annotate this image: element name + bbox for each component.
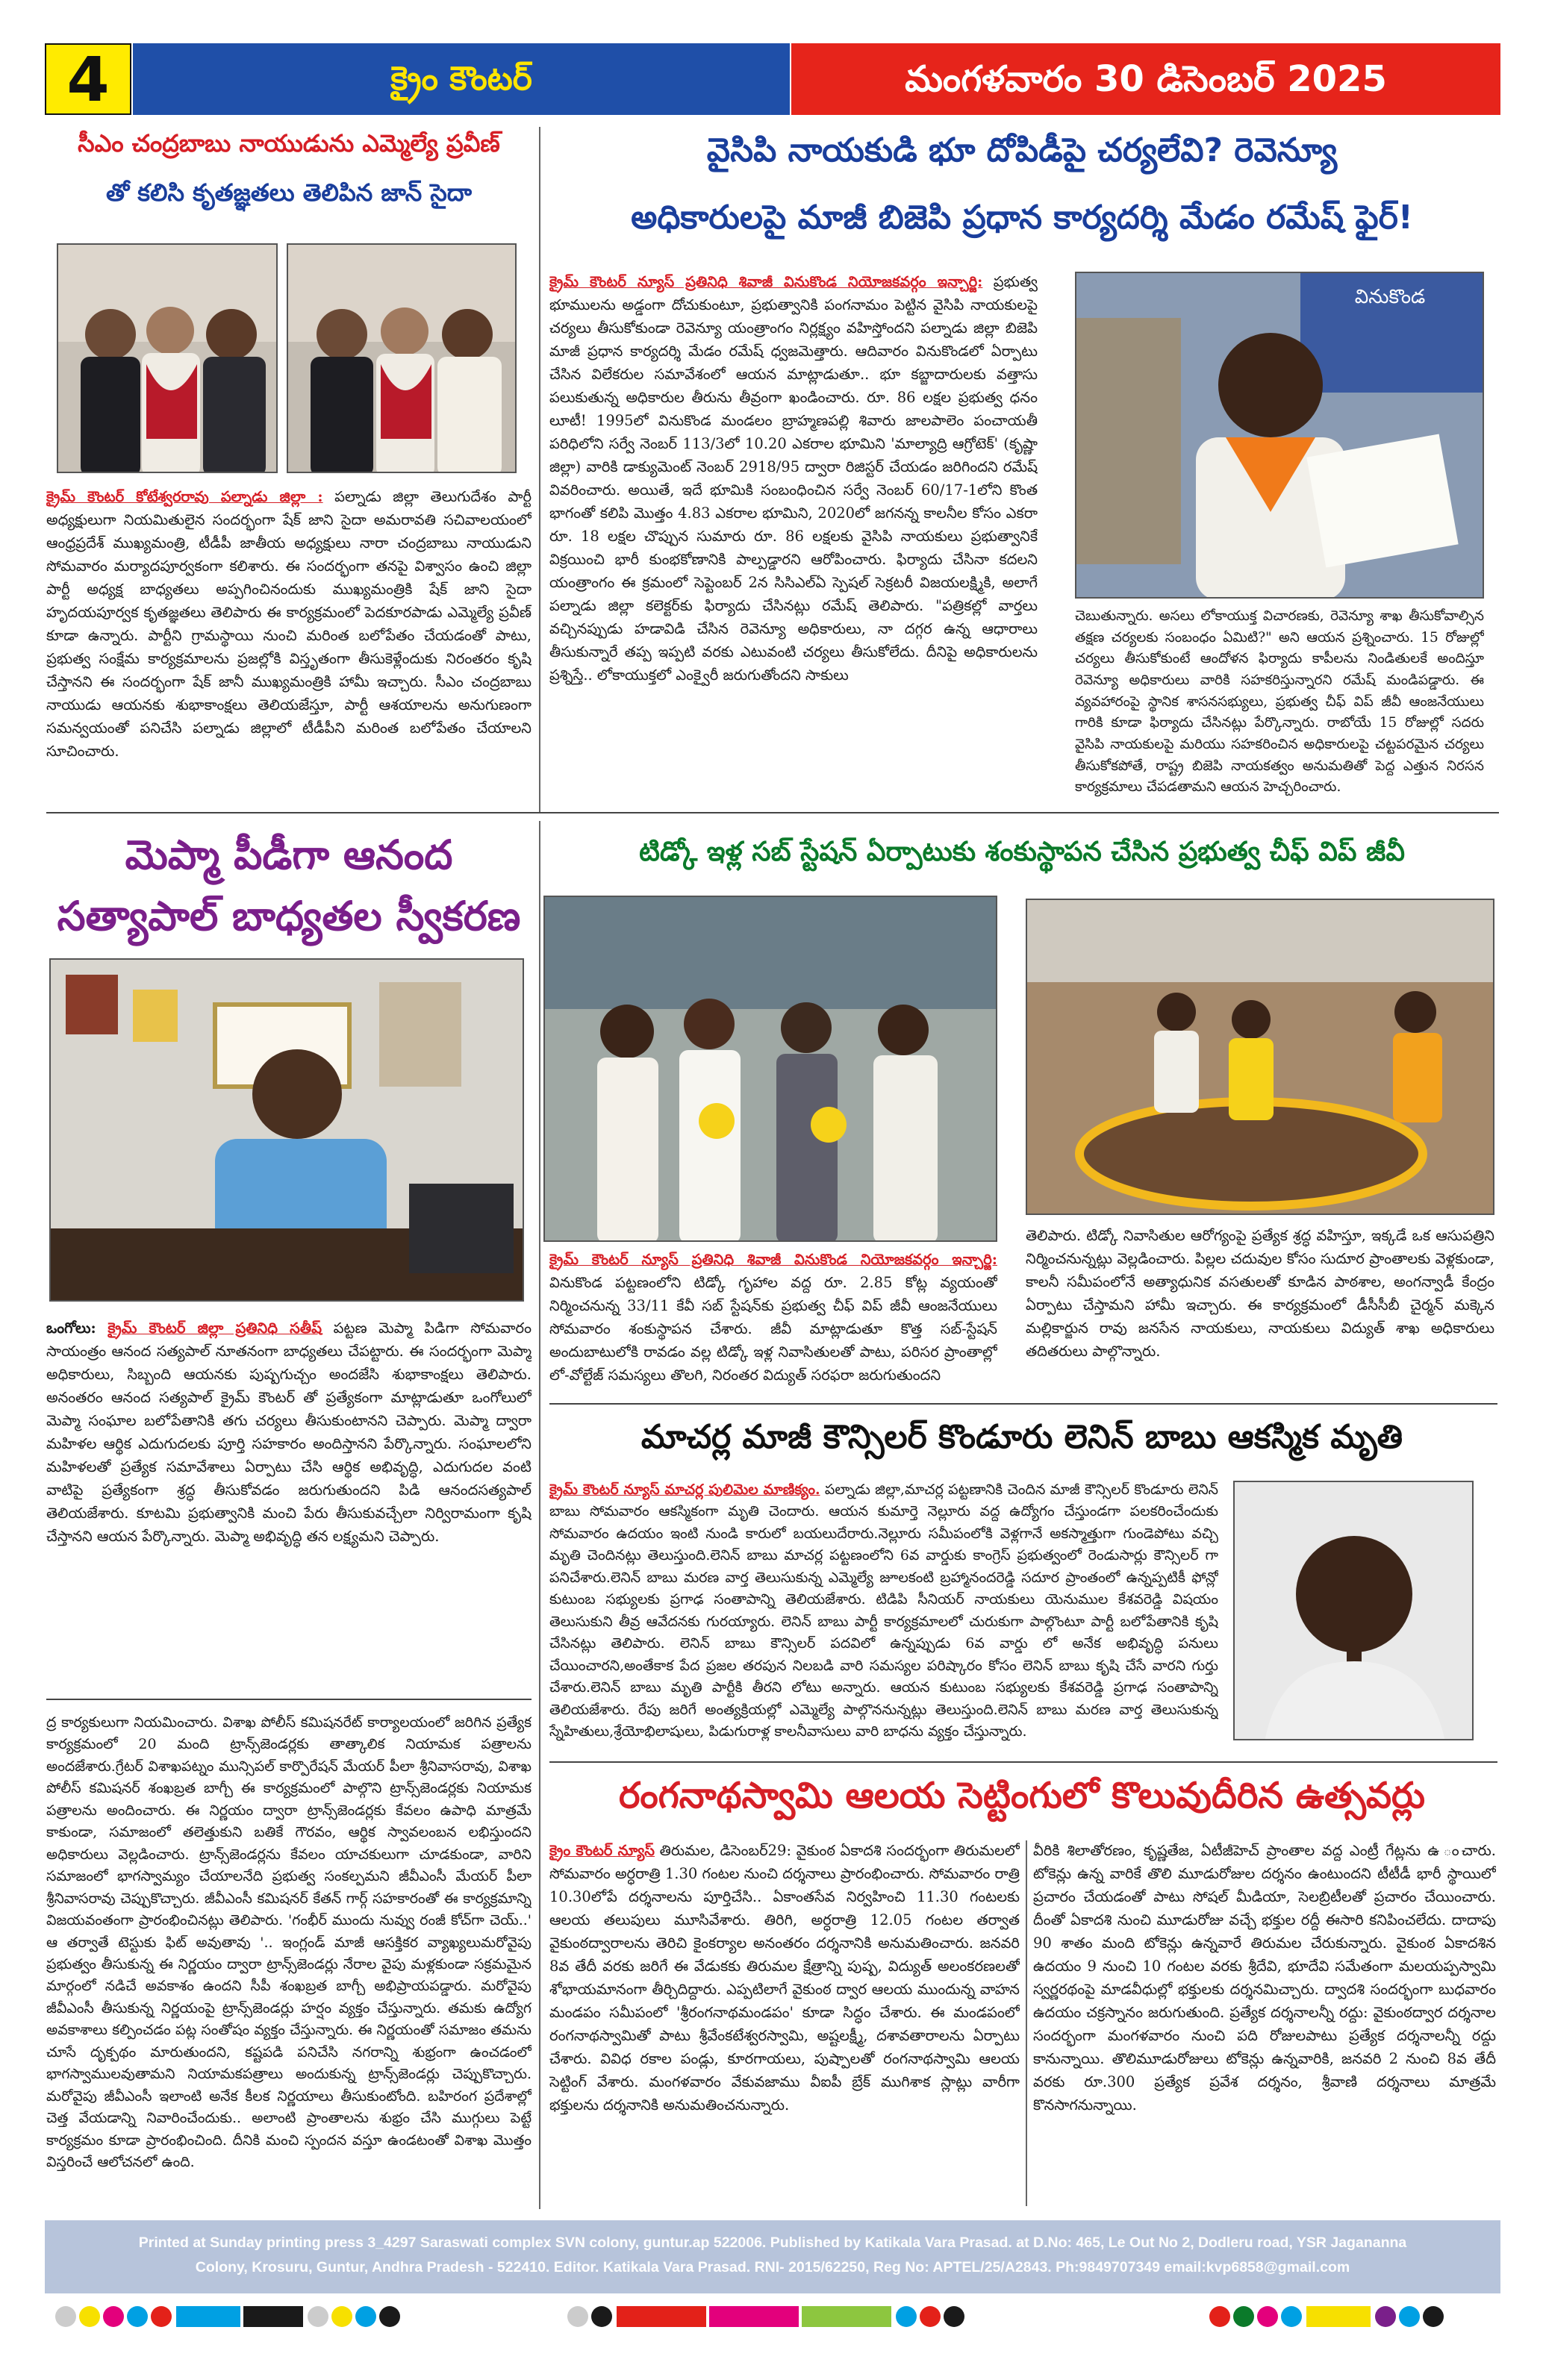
- story2-col1: [549, 270, 1038, 797]
- registration-bar: [709, 2306, 799, 2327]
- registration-dot: [151, 2306, 172, 2327]
- registration-dot: [920, 2306, 941, 2327]
- registration-dot: [127, 2306, 148, 2327]
- story5-col2: తెలిపారు. టిడ్కో నివాసితుల ఆరోగ్యంపై ప్రత్యేక శ్రద్ధ వహిస్తూ, ఇక్కడే ఒక ఆసుపత్రిని నిర్మించనున్నట్లు వెల్లడించారు. పిల్లల చదువుల కోసం సుదూర ప్రాంతాలకు వెళ్లకుండా, కాలనీ సమీపంలోనే అత్యాధునిక వసతులతో కూడిన పాఠశాల, అంగన్వాడీ కేంద్రం ఏర్పాటు చేస్తామని హామీ ఇచ్చారు. ఈ కార్యక్రమంలో డీసీసీబీ చైర్మన్ మక్కెన మల్లికార్జున రావు జనసేన నాయకులు, నాయకులు విద్యుత్ శాఖ అధికారులు తదితరులు పాల్గొన్నారు.: [1026, 1227, 1494, 1360]
- story6-dateline: క్రైమ్ కౌంటర్ న్యూస్ మాచర్ల పులిమెల మాణిక్యం.: [549, 1481, 820, 1498]
- issue-date: మంగళవారం 30 డిసెంబర్ 2025: [791, 43, 1500, 115]
- registration-bar: [802, 2306, 891, 2327]
- foundation-photo-icon: [1027, 900, 1494, 1215]
- story3-place: ఒంగోలు:: [46, 1319, 96, 1337]
- story1-text: పల్నాడు జిల్లా తెలుగుదేశం పార్టీ అధ్యక్షులుగా నియమితులైన సందర్భంగా షేక్ జాని సైదా అమరావతి సచివాలయంలో ఆంధ్రప్రదేశ్ ముఖ్యమంత్రి, టీడీపీ జాతీయ అధ్యక్షులు నారా చంద్రబాబు నాయుడుని సోమవారం మర్యాదపూర్వకంగా కలిశారు. ఈ సందర్భంగా తనపై విశ్వాసం ఉంచి జిల్లా పార్టీ అధ్యక్ష బాధ్యతలు అప్పగించినందుకు ముఖ్యమంత్రికి షేక్ జాని సైదా హృదయపూర్వక కృతజ్ఞతలు తెలిపారు ఈ కార్యక్రమంలో పెదకూరపాడు ఎమ్మెల్యే ప్రవీణ్ కూడా ఉన్నారు. పార్టీని గ్రామస్థాయి నుంచి మరింత బలోపేతం చేయడంతో పాటు, ప్రభుత్వ సంక్షేమ కార్యక్రమాలను ప్రజల్లోకి విస్తృతంగా తీసుకెళ్లేందుకు నిరంతరం కృషి చేస్తానని ఈ సందర్భంగా షేక్ జానీ ముఖ్యమంత్రికి హామీ ఇచ్చారు. సీఎం చంద్రబాబు నాయుడు ఆయనకు శుభాకాంక్షలు తెలియజేస్తూ, పార్టీ ఆశయాలను అనుగుణంగా సమన్వయంతో పనిచేసి పల్నాడు జిల్లాలో టీడీపీని మరింత బలోపేతం చేయాలని సూచించారు.: [46, 488, 532, 760]
- story7-col2: వీరికి శిలాతోరణం, కృష్ణతేజ, ఏటీజీహెచ్ ప్రాంతాల వద్ద ఎంట్రీ గేట్లను ఉ ంచారు. టోకెన్లు ఉన్న వారికే తొలి మూడురోజుల దర్శనం ఉంటుందని టీటీడీ భారీ స్థాయిలో ప్రచారం చేయడంతో పాటు సోషల్ మీడియా, సెలబ్రిటీలతో ప్రచారం చేయించారు. దీంతో ఏకాదశి నుంచి మూడురోజు వచ్చే భక్తుల రద్దీ ఈసారి కనిపించలేదు. దాదాపు 90 శాతం మంది టోకెన్లు ఉన్నవారే తిరుమల చేరుకున్నారు. వైకుంఠ ఏకాదశిన ఉదయం 9 నుంచి 10 గంటల వరకు శ్రీదేవి, భూదేవి సమేతంగా మలయప్పస్వామి స్వర్ణరథంపై మాడవీధుల్లో భక్తులకు దర్శనమిచ్చారు. ద్వాదశి సందర్భంగా బుధవారం ఉదయం చక్రస్నానం జరుగుతుంది. ప్రత్యేక దర్శనాలన్నీ రద్దు: వైకుంఠద్వార దర్శనాల సందర్భంగా మంగళవారం నుంచి పది రోజులపాటు ప్రత్యేక దర్శనాలన్నీ రద్దు కానున్నాయి. తొలిమూడురోజులు టోకెన్లు ఉన్నవారికి, జనవరి 2 నుంచి 8వ తేదీ వరకు రూ.300 ప్రత్యేక ప్రవేశ దర్శనం, శ్రీవాణి దర్శనాలు మాత్రమే కొనసాగనున్నాయి.: [1033, 1842, 1496, 2114]
- story3-photo: [49, 958, 524, 1302]
- registration-bar: [176, 2306, 240, 2327]
- registration-dot: [1375, 2306, 1396, 2327]
- registration-dot: [103, 2306, 124, 2327]
- story6-text: పల్నాడు జిల్లా,మాచర్ల పట్టణానికి చెందిన మాజీ కౌన్సిలర్ కొండూరు లెనిన్ బాబు సోమవారం ఆకస్మికంగా మృతి చెందారు. ఆయన కుమార్తె నెల్లూరు వద్ద ఉద్యోగం చేస్తుండగా పలకరించేందుకు సోమవారం ఉదయం ఇంటి నుండి కారులో బయలుదేరారు.నెల్లూరు సమీపంలోకి వెళ్లగానే అకస్మాత్తుగా గుండెపోటు వచ్చి మృతి చెందినట్లు తెలుస్తుంది.లెనిన్ బాబు మాచర్ల పట్టణంలోని 6వ వార్డుకు కాంగ్రెస్ ప్రభుత్వంలో రెండుసార్లు కౌన్సిలర్ గా పనిచేశారు.లెనిన్ బాబు మరణ వార్త తెలుసుకున్న ఎమ్మెల్యే జూలకంటి బ్రహ్మానందరెడ్డి సదూర ప్రాంతంలో ఉన్నప్పటికీ ఫోన్లో కుటుంబ సభ్యులకు ప్రగాఢ సంతాపాన్ని తెలియజేశారు. టిడిపి సీనియర్ నాయకులు యెనుముల కేశవరెడ్డి విషయం తెలుసుకుని తీవ్ర ఆవేదనకు గురయ్యారు. లెనిన్ బాబు పార్టీ కార్యక్రమాలలో చురుకుగా పాల్గొంటూ పార్టీ బలోపేతానికి కృషి చేసినట్లు తెలిపారు. లెనిన్ బాబు కౌన్సిలర్ పదవిలో ఉన్నప్పుడు 6వ వార్డు లో అనేక అభివృద్ధి పనులు చేయించారని,అంతేకాక పేద ప్రజల తరపున నిలబడి వారి సమస్యల పరిష్కారం కోసం లెనిన్ బాబు కృషి చేసే వారని గుర్తు చేశారు.లెనిన్ బాబు మృతి పార్టీకి తీరని లోటు అన్నారు. ఆయన కుటుంబ సభ్యులకు కేశవరెడ్డి ప్రగాఢ సంతాపాన్ని తెలియజేశారు. రేపు జరిగే అంత్యక్రియల్లో ఎమ్మెల్యే పాల్గొననున్నట్లు తెలుస్తుంది.లెనిన్ బాబు మరణ వార్త తెలుసుకున్న స్నేహితులు,శ్రేయోభిలాషులు, పిడుగురాళ్ల కాలనీవాసులు వారి బాధను వ్యక్తం చేస్తున్నారు.: [549, 1481, 1218, 1740]
- story4-body: ద్ర కార్యకులుగా నియమించారు. విశాఖ పోలీస్ కమిషనరేట్ కార్యాలయంలో జరిగిన ప్రత్యేక కార్యక్రమంలో 20 మంది ట్రాన్స్‌జెండర్లకు తాత్కాలిక నియామక పత్రాలను అందజేశారు.గ్రేటర్ విశాఖపట్నం మున్సిపల్ కార్పొరేషన్ మేయర్ పీలా శ్రీనివాసరావు, విశాఖ పోలీస్ కమిషనర్ శంఖబ్రత బాగ్చీ ఈ కార్యక్రమంలో పాల్గొని ట్రాన్స్‌జెండర్లకు నియామక పత్రాలను అందించారు. ఈ నిర్ణయం ద్వారా ట్రాన్స్‌జెండర్లకు కేవలం ఉపాధి మాత్రమే కాకుండా, సమాజంలో తలెత్తుకుని బతికే గౌరవం, ఆర్థిక స్వావలంబన లభిస్తుందని అధికారులు వెల్లడించారు. ట్రాన్స్‌జెండర్లను కేవలం యాచకులుగా చూడకుండా, వారిని సమాజంలో భాగస్వామ్యం చేయాలనేది ప్రభుత్వ సంకల్పమని జీవీఎంసీ మేయర్ పీలా శ్రీనివాసరావు చెప్పుకొచ్చారు. జీవీఎంసీ కమిషనర్ కేతన్ గార్గ్ సహకారంతో ఈ కార్యక్రమాన్ని విజయవంతంగా ప్రారంభించినట్లు తెలిపారు. 'గంభీర్ ముందు నువ్వు రంజీ కోచ్‌గా చెయ్..' ఆ తర్వాతే టెస్టుకు ఫిట్ అవుతావు '.. ఇంగ్లండ్ మాజీ ఆసక్తికర వ్యాఖ్యలుమరోవైపు ప్రభుత్వం తీసుకున్న ఈ నిర్ణయం ద్వారా ట్రాన్స్‌జెండర్లు నేరాల వైపు మళ్లకుండా సక్రమమైన మార్గంలో నడిచే అవకాశం ఉందని సీపీ శంఖబ్రత బాగ్చీ అభిప్రాయపడ్డారు. మరోవైపు జీవీఎంసీ తీసుకున్న నిర్ణయంపై ట్రాన్స్‌జెండర్లు హర్షం వ్యక్తం చేస్తున్నారు. తమకు ఉద్యోగ అవకాశాలు కల్పించడం పట్ల సంతోషం వ్యక్తం చేస్తున్నారు. ఈ నిర్ణయంతో సమాజం తమను చూసే దృక్పథం మారుతుందని, కష్టపడి పనిచేసి నగరాన్ని శుభ్రంగా ఉంచడంలో భాగస్వాములవుతామని నియామకపత్రాలు అందుకున్న ట్రాన్స్‌జెండర్లు చెప్పుకొచ్చారు. మరోవైపు జీవీఎంసీ ఇలాంటి అనేక కీలక నిర్ణయాలు తీసుకుంటోంది. బహిరంగ ప్రదేశాల్లో చెత్త వేయడాన్ని నివారించేందుకు.. అలాంటి ప్రాంతాలను శుభ్రం చేసి ముగ్గులు పెట్టే కార్యక్రమం కూడా ప్రారంభించింది. దీనికి మంచి స్పందన వస్తూ ఉండటంతో విశాఖ మొత్తం విస్తరించే ఆలోచనలో ఉంది.: [46, 1714, 532, 2171]
- ceremony-photo-icon: [545, 897, 997, 1242]
- story2-dateline: క్రైమ్ కౌంటర్ న్యూస్ ప్రతినిధి శివాజీ వినుకొండ నియోజకవర్గం ఇన్చార్జి:: [549, 273, 983, 290]
- story2-headline-line1: వైసిపి నాయకుడి భూ దోపిడీపై చర్యలేవి? రెవెన్యూ: [706, 131, 1338, 169]
- column-divider: [539, 821, 540, 2209]
- leader-photo-icon: [1076, 273, 1484, 599]
- story2-headline-line2: అధికారులపై మాజీ బిజెపి ప్రధాన కార్యదర్శి మేడం రమేష్ ఫైర్!: [631, 199, 1413, 237]
- story3-dateline: క్రైమ్ కౌంటర్ జిల్లా ప్రతినిధి సతీష్: [107, 1319, 322, 1337]
- story7-text-col1: తిరుమల, డిసెంబర్29: వైకుంఠ ఏకాదశి సందర్భంగా తిరుమలలో సోమవారం అర్ధరాత్రి 1.30 గంటల నుంచి దర్శనాలు ప్రారంభించారు. సోమవారం రాత్రి 10.30లోపే దర్శనాలను పూర్తిచేసి.. ఏకాంతసేవ నిర్వహించి 11.30 గంటలకు ఆలయ తలుపులు మూసివేశారు. తిరిగి, అర్ధరాత్రి 12.05 గంటల తర్వాత వైకుంఠద్వారాలను తెరిచి కైంకర్యాల అనంతరం దర్శనానికి అనుమతించారు. జనవరి 8వ తేదీ వరకు జరిగే ఈ వేడుకకు తిరుమల క్షేత్రాన్ని పుష్ప, విద్యుత్ అలంకరణలతో శోభాయమానంగా తీర్చిదిద్దారు. ఎప్పటిలాగే వైకుంఠ ద్వార ఆలయ ముందున్న వాహన మండపం సమీపంలో 'శ్రీరంగనాథమండపం' కూడా సిద్ధం చేశారు. ఈ మండపంలో రంగనాథస్వామితో పాటు శ్రీవేంకటేశ్వరస్వామి, అష్టలక్ష్మీ, దశావతారాలను ఏర్పాటు చేశారు. వివిధ రకాల పండ్లు, కూరగాయలు, పుష్పాలతో రంగనాథస్వామి ఆలయ సెట్టింగ్ వేశారు. మంగళవారం వేకువజాము వీఐపీ బ్రేక్ ముగిశాక స్లాట్లు వారీగా భక్తులను దర్శనానికి అనుమతించనున్నారు.: [549, 1842, 1020, 2114]
- registration-dot: [1399, 2306, 1420, 2327]
- registration-dot: [896, 2306, 917, 2327]
- section-divider: [46, 812, 1499, 813]
- story5-col1: [549, 1248, 997, 1405]
- people-photo-icon: [58, 245, 278, 473]
- story7-dateline: క్రైం కౌంటర్ న్యూస్: [549, 1842, 655, 1859]
- story1-photo-left: [57, 243, 278, 473]
- story1-body: [46, 485, 532, 799]
- story6-portrait: [1233, 1481, 1474, 1740]
- registration-bar: [1306, 2306, 1371, 2327]
- story3-body: [46, 1317, 532, 1690]
- story1-photo-right: [287, 243, 517, 473]
- story1-dateline: క్రైమ్ కౌంటర్ కోటేశ్వరరావు పల్నాడు జిల్లా :: [46, 488, 323, 505]
- registration-dot: [308, 2306, 328, 2327]
- registration-bar: [617, 2306, 706, 2327]
- registration-dot: [1257, 2306, 1278, 2327]
- registration-dot: [1423, 2306, 1444, 2327]
- registration-dot: [1281, 2306, 1302, 2327]
- registration-dot: [591, 2306, 612, 2327]
- story3-headline-line1: మెప్మా పీడీగా ఆనంద: [125, 831, 453, 878]
- story6-headline: మాచర్ల మాజీ కౌన్సిలర్ కొండూరు లెనిన్ బాబు ఆకస్మిక మృతి: [640, 1418, 1403, 1456]
- column-divider: [1026, 1840, 1027, 2206]
- story3-text: పట్టణ మెప్మా పిడిగా సోమవారం సాయంత్రం ఆనంద సత్యపాల్ నూతనంగా బాధ్యతలు చేపట్టారు. ఈ సందర్భంగా మెప్మా అధికారులు, సిబ్బంది ఆయనకు పుష్పగుచ్చం అందజేసి శుభాకాంక్షలు తెలిపారు. అనంతరం ఆనంద సత్యపాల్ క్రైమ్ కౌంటర్ తో ప్రత్యేకంగా మాట్లాడుతూ ఒంగోలులో మెప్మా సంఘాల బలోపేతానికి తగు చర్యలు తీసుకుంటానని చెప్పారు. మెప్మా ద్వారా మహిళల ఆర్థిక ఎదుగుదలకు పూర్తి సహకారం అందిస్తానని పేర్కొన్నారు. సంఘాలలోని మహిళలతో ప్రత్యేక సమావేశాలు ఏర్పాటు చేసి ఆర్థిక అభివృద్ధి, ఎదుగుదల వంటి వాటిపై ప్రత్యేకంగా శ్రద్ధ తీసుకోవడం జరుగుతుందని పిడి ఆనందసత్యపాల్ తెలియజేశారు. కూటమి ప్రభుత్వానికి మంచి పేరు తీసుకువచ్చేలా నిర్విరామంగా కృషి చేస్తానని ఆయన పేర్కొన్నారు. మెప్మా అభివృద్ధి తన లక్ష్యమని చెప్పారు.: [46, 1319, 532, 1545]
- registration-dot: [1209, 2306, 1230, 2327]
- story5-dateline: క్రైమ్ కౌంటర్ న్యూస్ ప్రతినిధి శివాజీ వినుకొండ నియోజకవర్గం ఇన్చార్జి:: [549, 1251, 997, 1268]
- story2-photo-caption: వినుకొండ: [1354, 286, 1426, 308]
- registration-dot: [944, 2306, 964, 2327]
- column-divider: [539, 127, 540, 813]
- story6-body: [549, 1479, 1218, 1748]
- imprint-line2: Colony, Krosuru, Guntur, Andhra Pradesh - 522410. Editor. Katikala Vara Prasad. RNI- 2015/62250, Reg No: APTEL/25/A2843. Ph:9849707349 email:kvp6858@gmail.com: [195, 2259, 1350, 2276]
- story5-photo-left: [543, 896, 997, 1242]
- registration-dot: [355, 2306, 376, 2327]
- section-divider: [549, 1403, 1497, 1405]
- registration-dot: [567, 2306, 588, 2327]
- section-divider: [549, 1761, 1497, 1763]
- page-number: 4: [45, 43, 131, 115]
- portrait-photo-icon: [1235, 1482, 1474, 1740]
- story5-headline: టిడ్కో ఇళ్ల సబ్ స్టేషన్ ఏర్పాటుకు శంకుస్థాపన చేసిన ప్రభుత్వ చీఫ్ విప్ జీవీ: [639, 837, 1405, 867]
- officer-photo-icon: [51, 960, 524, 1302]
- story5-text-col1: వినుకొండ పట్టణంలోని టిడ్కో గృహాల వద్ద రూ. 2.85 కోట్ల వ్యయంతో నిర్మించనున్న 33/11 కేవీ సబ్ స్టేషన్‌కు ప్రభుత్వ చీఫ్ విప్ జీవీ ఆంజనేయులు సోమవారం శంకుస్థాపన చేశారు. జీవీ మాట్లాడుతూ కొత్త సబ్-స్టేషన్ అందుబాటులోకి రావడం వల్ల టిడ్కో ఇళ్ల నివాసితులతో పాటు, పరిసర ప్రాంతాల్లో లో-వోల్టేజ్ సమస్యలు తొలగి, నిరంతర విద్యుత్ సరఫరా జరుగుతుందని: [549, 1274, 997, 1384]
- section-divider: [46, 1699, 532, 1700]
- people-photo-icon: [288, 245, 517, 473]
- imprint-line1: Printed at Sunday printing press 3_4297 Saraswati complex SVN colony, guntur.ap 522006. Published by Katikala Vara Prasad. at D.No: 465, Le Out No 2, Dodleru road, YSR Jagananna: [138, 2234, 1407, 2251]
- story1-headline-line1: సీఎం చంద్రబాబు నాయుడును ఎమ్మెల్యే ప్రవీణ్: [78, 129, 500, 157]
- imprint-footer: [45, 2220, 1500, 2293]
- story7-headline: రంగనాథస్వామి ఆలయ సెట్టింగులో కొలువుదీరిన ఉత్సవర్లు: [618, 1775, 1426, 1817]
- story3-headline-line2: సత్యాపాల్ బాధ్యతల స్వీకరణ: [57, 893, 521, 940]
- story2-photo: [1075, 272, 1484, 599]
- story1-headline-line2: తో కలిసి కృతజ్ఞతలు తెలిపిన జాన్ సైదా: [105, 178, 473, 207]
- story5-photo-right: [1026, 899, 1494, 1215]
- registration-bar: [243, 2306, 303, 2327]
- registration-dot: [1233, 2306, 1254, 2327]
- story2-col2: చెబుతున్నారు. అసలు లోకాయుక్త విచారణకు, రెవెన్యూ శాఖ తీసుకోవాల్సిన తక్షణ చర్యలకు సంబంధం ఏమిటి?" అని ఆయన ప్రశ్నించారు. 15 రోజుల్లో చర్యలు తీసుకోకుంటే ఆందోళన ఫిర్యాదు కాపీలను నిండితులకే అందిస్తూ రెవెన్యూ అధికారులు వారికి సహకరిస్తున్నారని రమేష్ మండిపడ్డారు. ఈ వ్యవహారంపై స్థానిక శాసనసభ్యులు, ప్రభుత్వ చీఫ్ విప్ జీవీ ఆంజనేయులు గారికి కూడా ఫిర్యాదు చేసినట్లు పేర్కొన్నారు. రాబోయే 15 రోజుల్లో సదరు వైసిపి నాయకులపై మరియు సహకరించిన అధికారులపై చట్టపరమైన చర్యలు తీసుకోకపోతే, రాష్ట్ర బిజెపి నాయకత్వం అనుమతితో పెద్ద ఎత్తున నిరసన కార్యక్రమాలు చేపడతామని ఆయన హెచ్చరించారు.: [1075, 608, 1484, 796]
- story7-col1: [549, 1839, 1020, 2212]
- registration-dot: [55, 2306, 76, 2327]
- registration-dot: [331, 2306, 352, 2327]
- registration-dot: [379, 2306, 400, 2327]
- paper-name: క్రైం కౌంటర్: [133, 43, 790, 115]
- registration-dot: [79, 2306, 100, 2327]
- story2-text-col1: ప్రభుత్వ భూములను అడ్డంగా దోచుకుంటూ, ప్రభుత్వానికి పంగనామం పెట్టిన వైసిపి నాయకులపై చర్యలు తీసుకోకుండా రెవెన్యూ యంత్రాంగం నిర్లక్ష్యం వహిస్తోందని పల్నాడు జిల్లా బిజెపి మాజీ ప్రధాన కార్యదర్శి మేడం రమేష్ ధ్వజమెత్తారు. ఆదివారం వినుకొండలో ఏర్పాటు చేసిన విలేకరుల సమావేశంలో ఆయన మాట్లాడుతూ.. భూ కబ్జాదారులకు వత్తాసు పలుకుతున్న అధికారుల తీరును తీవ్రంగా ఖండించారు. రూ. 86 లక్షల ప్రభుత్వ ధనం లూటీ! 1995లో వినుకొండ మండలం బ్రాహ్మణపల్లి శివారు జాలపాలెం పంచాయతీ పరిధిలోని సర్వే నెంబర్ 113/3లో 10.20 ఎకరాల భూమిని 'మాల్యాద్రి ఆగ్రోటెక్' (కృష్ణా జిల్లా) వారికి డాక్యుమెంట్ నెంబర్ 2918/95 ద్వారా రిజిస్టర్ చేయడం జరిగిందని రమేష్ వివరించారు. అయితే, ఇదే భూమికి సంబంధించిన సర్వే నెంబర్ 60/17-1లోని కొంత భాగంతో కలిపి మొత్తం 4.83 ఎకరాల భూమిని, 2020లో జగనన్న కాలనీల కోసం ఎకరా రూ. 18 లక్షల చొప్పున సుమారు రూ. 86 లక్షలకు వైసిపి నాయకులు ప్రభుత్వానికే విక్రయించి భారీ కుంభకోణానికి పాల్పడ్డారని ఆరోపించారు. ఫిర్యాదు చేసినా కదలని యంత్రాంగం ఈ క్రమంలో సెప్టెంబర్ 2న సిసిఎల్ఏ స్పెషల్ సెక్రటరీ విజయలక్ష్మికి, అలాగే పల్నాడు జిల్లా కలెక్టర్‌కు ఫిర్యాదు చేసినట్లు రమేష్ తెలిపారు. "పత్రికల్లో వార్తలు వచ్చినప్పుడు హడావిడి చేసిన రెవెన్యూ అధికారులు, నా దగ్గర ఉన్న ఆధారాలు తీసుకున్నారే తప్ప ఇప్పటి వరకు ఎటువంటి చర్యలు తీసుకోలేదు. దీనిపై అధికారులను ప్రశ్నిస్తే.. లోకాయుక్తలో ఎంక్వైరీ జరుగుతోందని సాకులు: [549, 273, 1038, 684]
